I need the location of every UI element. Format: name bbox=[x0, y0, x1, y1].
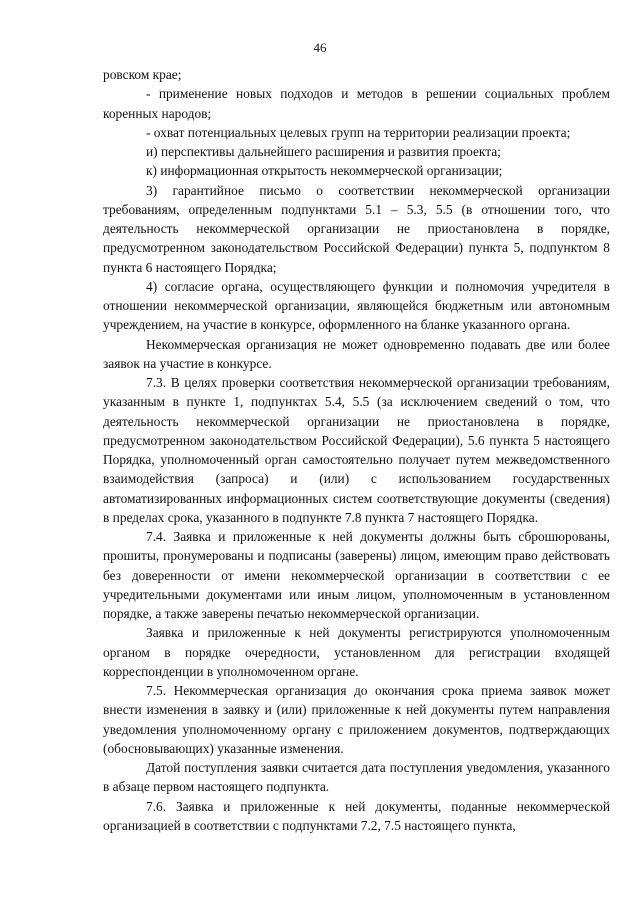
paragraph-p13: Датой поступления заявки считается дата поступления уведомления, указанного в абзаце первом настоящего подпункта. bbox=[103, 760, 610, 795]
paragraph-p04: и) перспективы дальнейшего расширения и развития проекта; bbox=[146, 144, 501, 159]
paragraph-p08: Некоммерческая организация не может одновременно подавать две или более заявок на участие в конкурсе. bbox=[103, 336, 610, 371]
paragraph-p01: ровском крае; bbox=[103, 67, 182, 82]
paragraph-p06: 3) гарантийное письмо о соответствии некоммерческой организации требованиям, определенным подпунктами 5.1 – 5.3, 5.5 (в отношении того, что деятельность некоммерческой организации не приостановлена в порядке, предусмотренном законодательством Российской Федерации) пункта 5, подпунктом 8 пункта 6 настоящего Порядка; bbox=[103, 182, 610, 275]
paragraph-p07: 4) согласие органа, осуществляющего функции и полномочия учредителя в отношении некоммерческой организации, являющейся бюджетным или автономным учреждением, на участие в конкурсе, оформленного на бланке указанного органа. bbox=[103, 278, 610, 333]
paragraph-p09: 7.3. В целях проверки соответствия некоммерческой организации требованиям, указанным в пункте 1, подпунктах 5.4, 5.5 (за исключением сведений о том, что деятельность некоммерческой организации не приостановлена в порядке, предусмотренном законодательством Российской Федерации), 5.6 пункта 5 настоящего Порядка, уполномоченный орган самостоятельно получает путем межведомственного взаимодействия (запроса) и (или) с использованием государственных автоматизированных информационных систем соответствующие документы (сведения) в пределах срока, указанного в подпункте 7.8 пункта 7 настоящего Порядка. bbox=[103, 375, 610, 525]
paragraph-p05: к) информационная открытость некоммерческой организации; bbox=[146, 163, 503, 179]
paragraph-p12: 7.5. Некоммерческая организация до окончания срока приема заявок может внести изменения в заявку и (или) приложенные к ней документы путем направления уведомления уполномоченному органу с приложением документов, подтверждающих (обосновывающих) указанные изменения. bbox=[103, 683, 610, 756]
paragraph-p02: - применение новых подходов и методов в решении социальных проблем коренных народов; bbox=[103, 86, 610, 121]
paragraph-p03: - охват потенциальных целевых групп на территории реализации проекта; bbox=[146, 124, 571, 140]
paragraph-p14: 7.6. Заявка и приложенные к ней документы, поданные некоммерческой организацией в соответствии с подпунктами 7.2, 7.5 настоящего пункта, bbox=[103, 798, 610, 833]
paragraph-p11: Заявка и приложенные к ней документы регистрируются уполномоченным органом в порядке очередности, установленном для регистрации входящей корреспонденции в уполномоченном органе. bbox=[103, 625, 610, 679]
page-number: 46 bbox=[313, 40, 327, 55]
document-body bbox=[103, 65, 610, 835]
paragraph-p10: 7.4. Заявка и приложенные к ней документы должны быть сброшюрованы, прошиты, пронумерованы и подписаны (заверены) лицом, имеющим право действовать без доверенности от имени некоммерческой организации в соответствии с ее учредительными документами или иным лицом, уполномоченным в установленном порядке, а также заверены печатью некоммерческой организации. bbox=[103, 529, 610, 621]
